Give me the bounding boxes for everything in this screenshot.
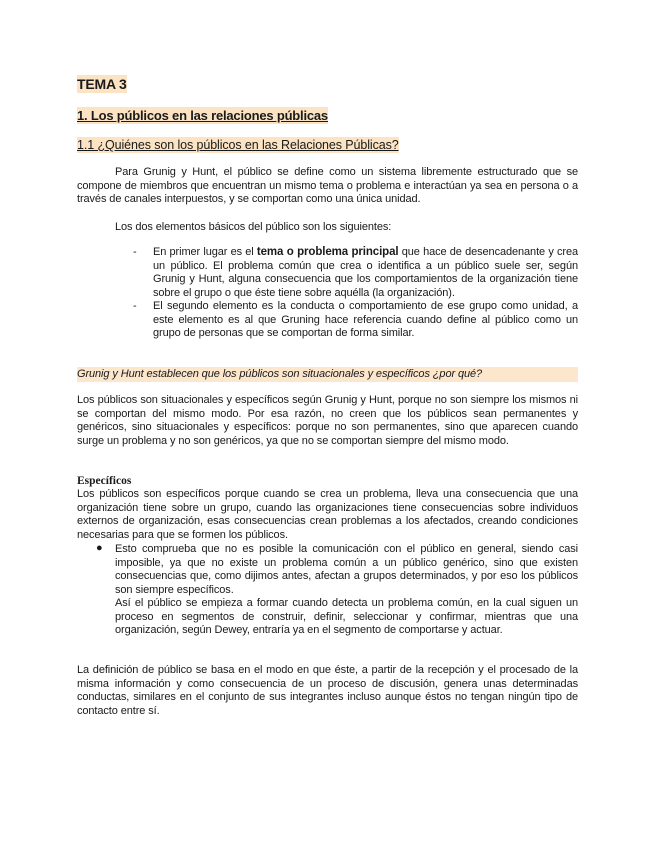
list-item [93,543,578,638]
list-item-bold-text: tema o problema principal [256,246,399,258]
dash-marker: - [133,300,137,312]
question-heading: Grunig y Hunt establecen que los públicos son situacionales y específicos ¿por qué? [77,367,578,382]
dash-marker: - [133,246,137,258]
final-paragraph: La definición de público se basa en el modo en que éste, a partir de la recepción y el procesado de la misma información y como consecuencia de un proceso de discusión, genera unas determinadas conductas, similares en el conjunto de sus integrantes incluso aunque éstos no tengan ningún tipo de contacto entre sí. [77,664,578,717]
subsection-heading: 1.1 ¿Quiénes son los públicos en las Relaciones Públicas? [77,138,399,152]
elements-list [130,246,578,341]
list-item [130,246,578,300]
list-item-text: El segundo elemento es la conducta o comportamiento de ese grupo como unidad, a este elemento es al que Gruning hace referencia cuando define al público como un grupo de personas que se comportan de forma similar. [153,300,578,339]
bullet-text: Esto comprueba que no es posible la comunicación con el público en general, siendo casi imposible, ya que no existe un problema común a un público genérico, sino que existen consecuencias que, como dijimos antes, afectan a grupos determinados, y por eso los públicos son siempre específicos. [115,543,578,596]
list-item-text: que hace de desencadenante y crea un público. El problema común que crea o identifica a un público suele ser, según Grunig y Hunt, alguna consecuencia que los comportamientos de la organización tiene sobre el grupo o que éste tiene sobre aquélla (la organización). [153,246,578,299]
page-title: TEMA 3 [77,76,127,92]
bullet-marker: ● [96,542,103,554]
list-item-text: En primer lugar es el [153,246,257,258]
elements-intro-paragraph: Los dos elementos básicos del público son los siguientes: [115,221,392,233]
especificos-paragraph: Los públicos son específicos porque cuando se crea un problema, lleva una consecuencia que una organización tiene sobre un grupo, cuando las organizaciones tiene consecuencias sobre individuos externos de organización, esas consecuencias crean problemas a los afectados, creando condiciones necesarias para que se formen los públicos. [77,488,578,541]
intro-paragraph: Para Grunig y Hunt, el público se define como un sistema libremente estructurado que se compone de miembros que encuentran un mismo tema o problema e interactúan ya sea en persona o a través de canales interpuestos, y se comportan como una única unidad. [77,166,578,205]
especificos-heading: Específicos [77,475,132,487]
section-heading: 1. Los públicos en las relaciones públicas [77,108,328,123]
bullet-continuation-text: Así el público se empieza a formar cuando detecta un problema común, en la cual siguen un proceso en segmentos de construir, definir, seleccionar y confirmar, mientras que una organización, según Dewey, entraría ya en el segmento de comportarse y actuar. [115,597,578,636]
answer-paragraph: Los públicos son situacionales y específicos según Grunig y Hunt, porque no son siempre los mismos ni se comportan del mismo modo. Por esa razón, no creen que los públicos sean permanentes y genéricos, sino situacionales y específicos: porque no son permanentes, sino que aparecen cuando surge un problema y no son genéricos, ya que no se comportan siempre del mismo modo. [77,394,578,447]
list-item [130,300,578,341]
bullet-list [93,543,578,638]
